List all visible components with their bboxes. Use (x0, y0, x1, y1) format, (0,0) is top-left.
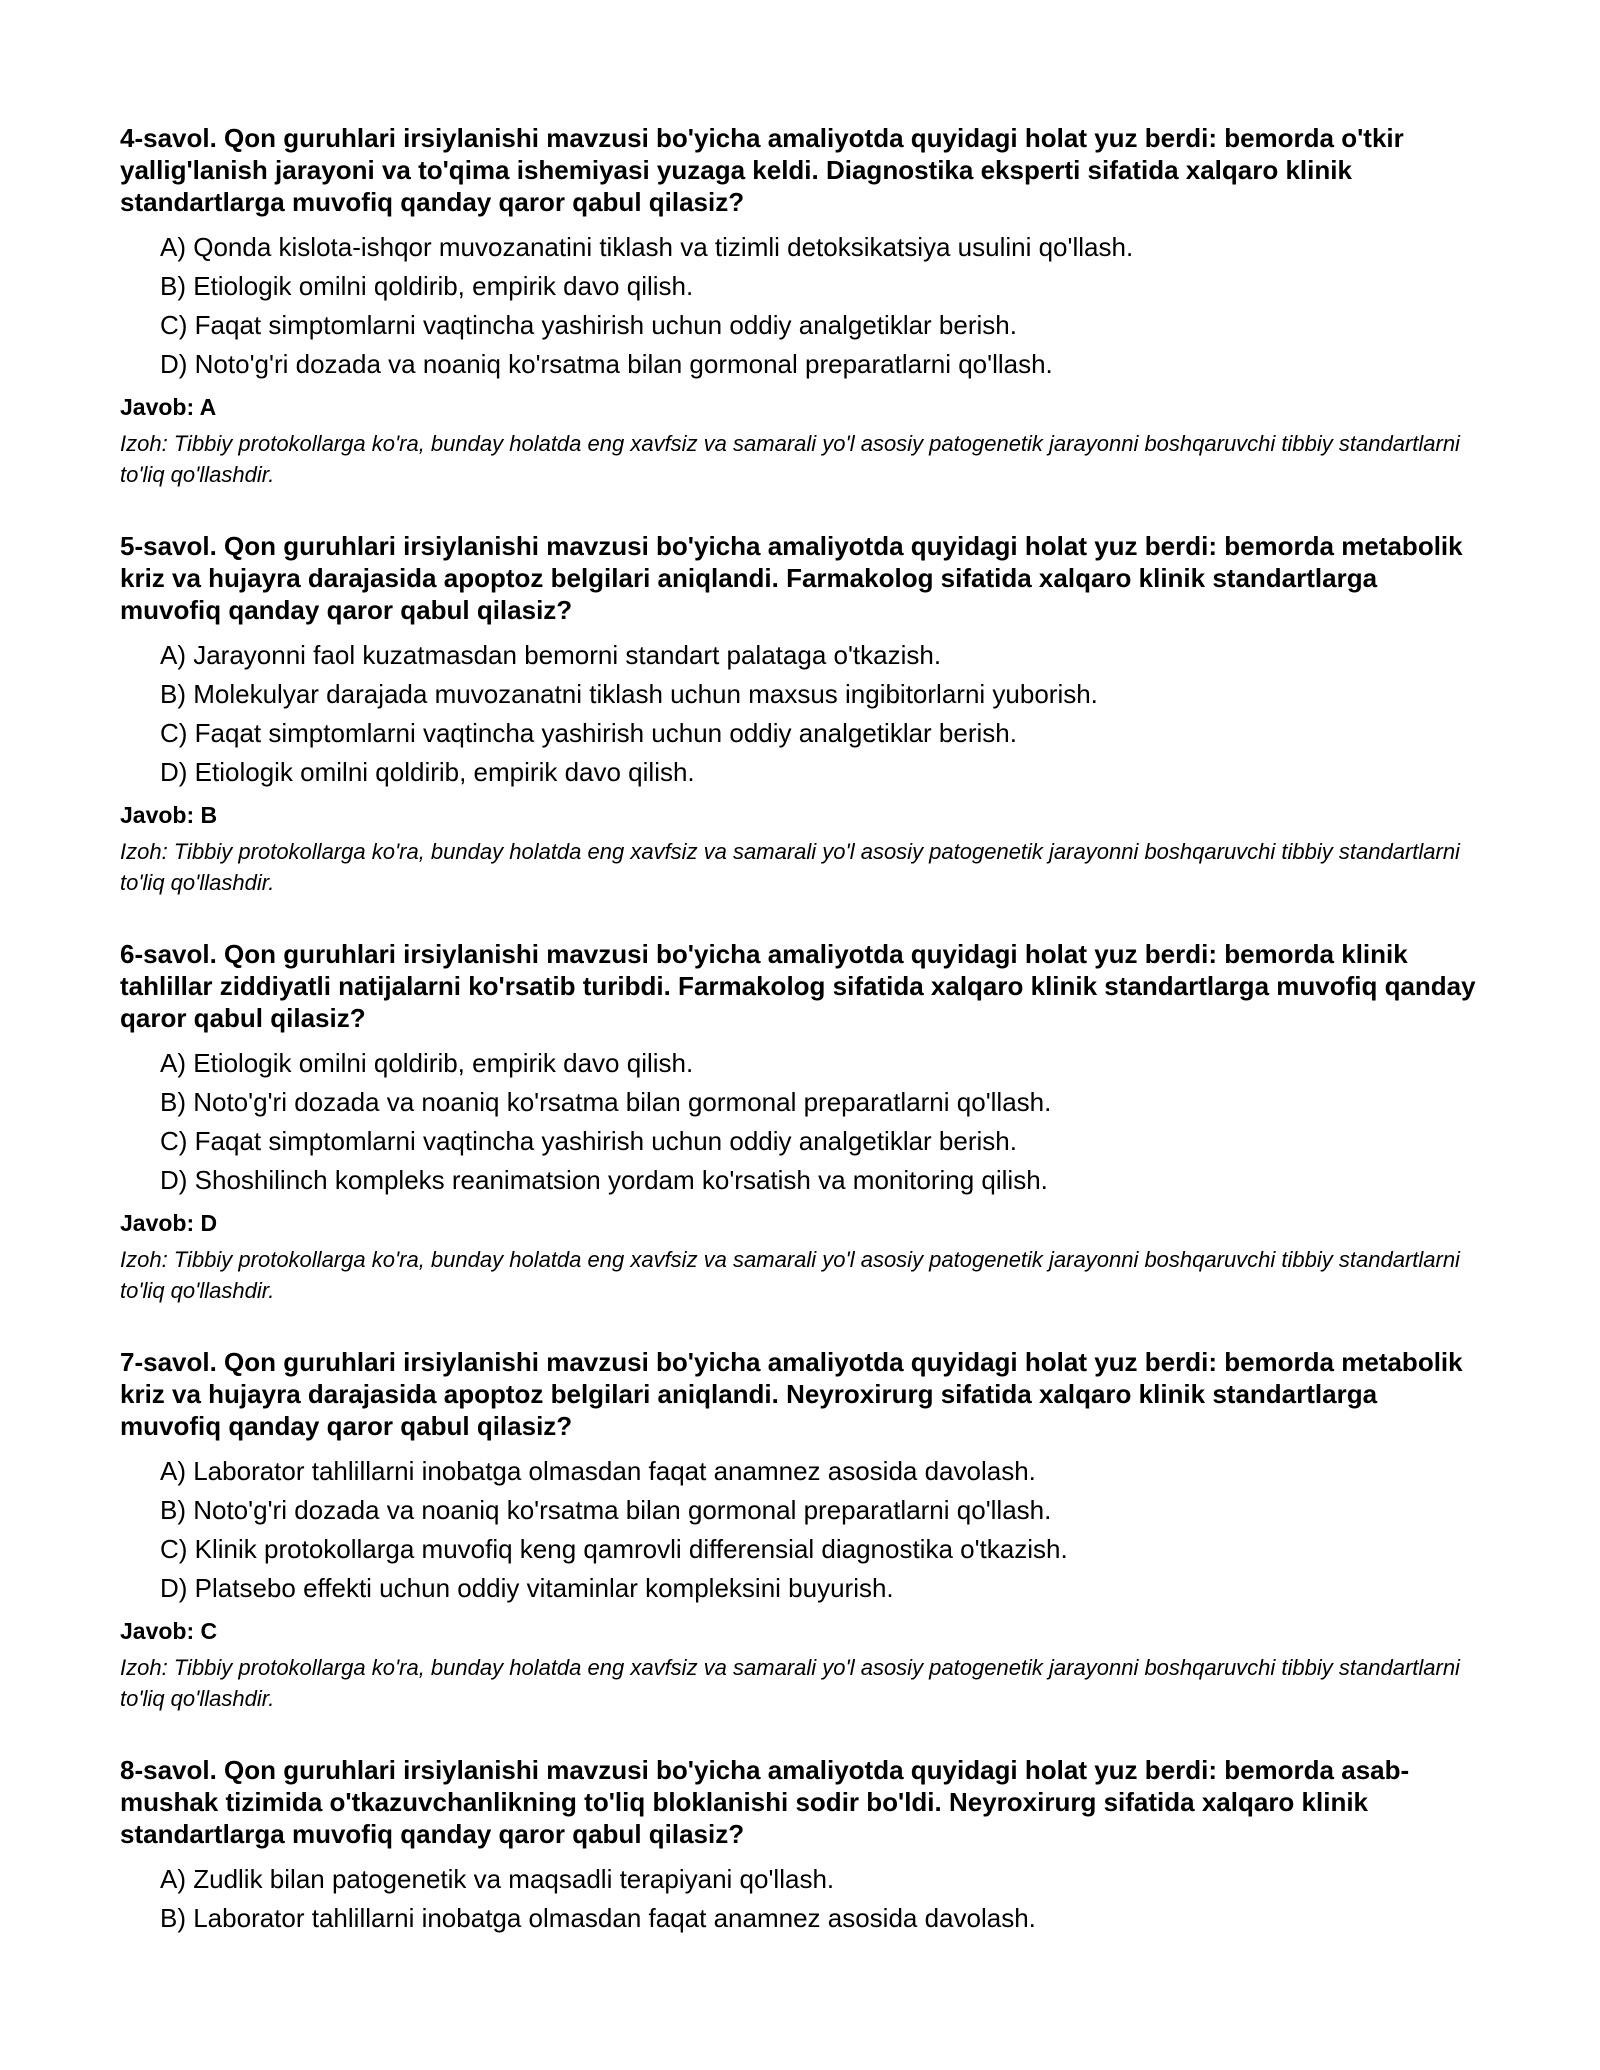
option-b: B) Laborator tahlillarni inobatga olmasdan faqat anamnez asosida davolash. (160, 1903, 1036, 1933)
options-list (120, 1860, 1482, 1938)
option-d: D) Etiologik omilni qoldirib, empirik davo qilish. (160, 757, 695, 787)
question-block-8 (120, 1754, 1482, 1938)
explanation-note: Izoh: Tibbiy protokollarga ko'ra, bunday holatda eng xavfsiz va samarali yo'l asosiy patogenetik jarayonni boshqaruvchi tibbiy standartlarni to'liq qo'llashdir. (120, 839, 1460, 895)
options-list (120, 636, 1482, 792)
option-c: C) Klinik protokollarga muvofiq keng qamrovli differensial diagnostika o'tkazish. (160, 1534, 1068, 1564)
answer-label: Javob: B (120, 802, 218, 828)
answer-label: Javob: C (120, 1618, 218, 1644)
option-d: D) Platsebo effekti uchun oddiy vitaminlar kompleksini buyurish. (160, 1573, 894, 1603)
answer-label: Javob: D (120, 1210, 218, 1236)
option-d: D) Noto'g'ri dozada va noaniq ko'rsatma bilan gormonal preparatlarni qo'llash. (160, 349, 1053, 379)
question-block-5 (120, 530, 1482, 898)
option-b: B) Molekulyar darajada muvozanatni tiklash uchun maxsus ingibitorlarni yuborish. (160, 679, 1098, 709)
question-block-6 (120, 938, 1482, 1306)
explanation-note: Izoh: Tibbiy protokollarga ko'ra, bunday holatda eng xavfsiz va samarali yo'l asosiy patogenetik jarayonni boshqaruvchi tibbiy standartlarni to'liq qo'llashdir. (120, 431, 1460, 487)
question-text: 5-savol. Qon guruhlari irsiylanishi mavzusi bo'yicha amaliyotda quyidagi holat yuz berdi: bemorda metabolik kriz va hujayra darajasida apoptoz belgilari aniqlandi. Farmakolog sifatida xalqaro klinik standartlarga muvofiq qanday qaror qabul qilasiz? (120, 531, 1463, 625)
question-block-4 (120, 122, 1482, 490)
option-c: C) Faqat simptomlarni vaqtincha yashirish uchun oddiy analgetiklar berish. (160, 1126, 1017, 1156)
option-a: A) Etiologik omilni qoldirib, empirik davo qilish. (160, 1048, 694, 1078)
option-b: B) Etiologik omilni qoldirib, empirik davo qilish. (160, 271, 694, 301)
question-text: 7-savol. Qon guruhlari irsiylanishi mavzusi bo'yicha amaliyotda quyidagi holat yuz berdi: bemorda metabolik kriz va hujayra darajasida apoptoz belgilari aniqlandi. Neyroxirurg sifatida xalqaro klinik standartlarga muvofiq qanday qaror qabul qilasiz? (120, 1347, 1463, 1441)
explanation-note: Izoh: Tibbiy protokollarga ko'ra, bunday holatda eng xavfsiz va samarali yo'l asosiy patogenetik jarayonni boshqaruvchi tibbiy standartlarni to'liq qo'llashdir. (120, 1247, 1460, 1303)
option-a: A) Jarayonni faol kuzatmasdan bemorni standart palataga o'tkazish. (160, 640, 942, 670)
option-a: A) Qonda kislota-ishqor muvozanatini tiklash va tizimli detoksikatsiya usulini qo'llash. (160, 232, 1134, 262)
option-a: A) Zudlik bilan patogenetik va maqsadli terapiyani qo'llash. (160, 1864, 835, 1894)
question-text: 4-savol. Qon guruhlari irsiylanishi mavzusi bo'yicha amaliyotda quyidagi holat yuz berdi: bemorda o'tkir yallig'lanish jarayoni va to'qima ishemiyasi yuzaga keldi. Diagnostika eksperti sifatida xalqaro klinik standartlarga muvofiq qanday qaror qabul qilasiz? (120, 123, 1404, 217)
question-text: 8-savol. Qon guruhlari irsiylanishi mavzusi bo'yicha amaliyotda quyidagi holat yuz berdi: bemorda asab-mushak tizimida o'tkazuvchanlikning to'liq bloklanishi sodir bo'ldi. Neyroxirurg sifatida xalqaro klinik standartlarga muvofiq qanday qaror qabul qilasiz? (120, 1755, 1410, 1849)
option-c: C) Faqat simptomlarni vaqtincha yashirish uchun oddiy analgetiklar berish. (160, 310, 1017, 340)
question-text: 6-savol. Qon guruhlari irsiylanishi mavzusi bo'yicha amaliyotda quyidagi holat yuz berdi: bemorda klinik tahlillar ziddiyatli natijalarni ko'rsatib turibdi. Farmakolog sifatida xalqaro klinik standartlarga muvofiq qanday qaror qabul qilasiz? (120, 939, 1476, 1033)
question-block-7 (120, 1346, 1482, 1714)
option-b: B) Noto'g'ri dozada va noaniq ko'rsatma bilan gormonal preparatlarni qo'llash. (160, 1087, 1052, 1117)
option-c: C) Faqat simptomlarni vaqtincha yashirish uchun oddiy analgetiklar berish. (160, 718, 1017, 748)
option-b: B) Noto'g'ri dozada va noaniq ko'rsatma bilan gormonal preparatlarni qo'llash. (160, 1495, 1052, 1525)
options-list (120, 1044, 1482, 1200)
option-d: D) Shoshilinch kompleks reanimatsion yordam ko'rsatish va monitoring qilish. (160, 1165, 1048, 1195)
explanation-note: Izoh: Tibbiy protokollarga ko'ra, bunday holatda eng xavfsiz va samarali yo'l asosiy patogenetik jarayonni boshqaruvchi tibbiy standartlarni to'liq qo'llashdir. (120, 1655, 1460, 1711)
options-list (120, 1452, 1482, 1608)
option-a: A) Laborator tahlillarni inobatga olmasdan faqat anamnez asosida davolash. (160, 1456, 1036, 1486)
answer-label: Javob: A (120, 394, 217, 420)
options-list (120, 228, 1482, 384)
